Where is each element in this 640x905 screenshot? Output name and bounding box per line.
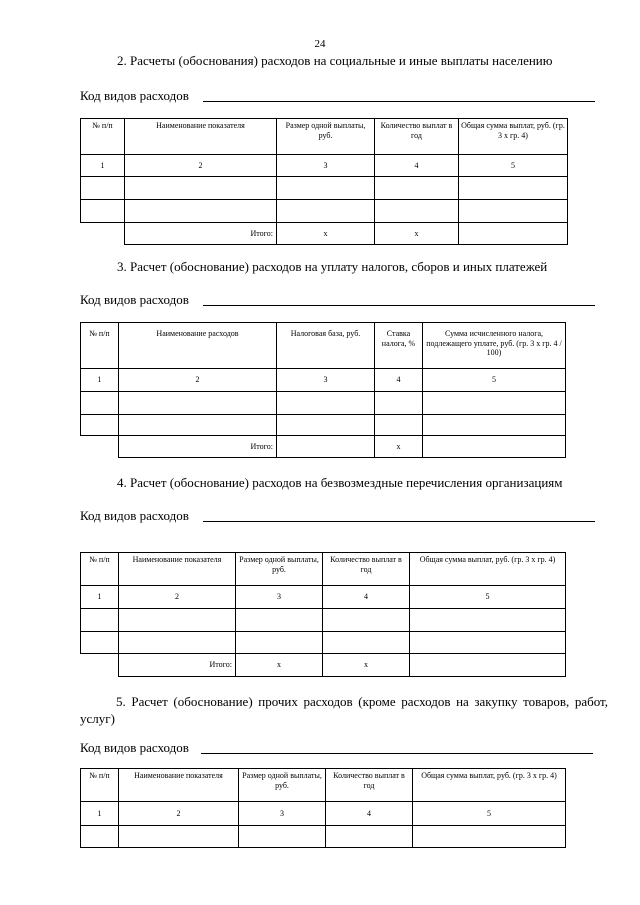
table-cell[interactable] (375, 200, 459, 223)
table-header-cell: Наименование показателя (119, 553, 236, 586)
section-5-code-input[interactable] (201, 753, 593, 754)
column-number-cell: 5 (459, 155, 568, 177)
page-number: 24 (314, 38, 326, 50)
table-cell[interactable] (375, 415, 423, 436)
table-header-cell: Наименование расходов (119, 323, 277, 369)
total-cell: x (277, 223, 375, 245)
column-number-cell: 3 (277, 369, 375, 392)
table-row (81, 632, 566, 654)
table-cell[interactable] (277, 392, 375, 415)
table-cell[interactable] (119, 632, 236, 654)
table-header-cell: Ставка налога, % (375, 323, 423, 369)
table-row (81, 826, 566, 848)
section-4-code-input[interactable] (203, 521, 595, 522)
column-number-cell: 4 (375, 369, 423, 392)
column-number-cell: 3 (239, 802, 326, 826)
table-cell[interactable] (81, 200, 125, 223)
table-header-cell: Количество выплат в год (375, 119, 459, 155)
column-number-cell: 1 (81, 155, 125, 177)
total-cell[interactable] (423, 436, 566, 458)
column-number-cell: 2 (119, 369, 277, 392)
table-cell[interactable] (375, 392, 423, 415)
table-cell[interactable] (277, 177, 375, 200)
table-row (81, 177, 568, 200)
total-row (81, 436, 566, 458)
table-cell[interactable] (81, 415, 119, 436)
total-cell[interactable] (277, 436, 375, 458)
table-cell[interactable] (323, 609, 410, 632)
column-number-cell: 5 (410, 586, 566, 609)
table-header-cell: Общая сумма выплат, руб. (гр. 3 x гр. 4) (410, 553, 566, 586)
table-cell (81, 223, 125, 245)
column-number-cell: 4 (323, 586, 410, 609)
table-header-cell: Количество выплат в год (323, 553, 410, 586)
section-3-code-label: Код видов расходов (80, 292, 189, 307)
total-label: Итого: (125, 223, 277, 245)
table-row (81, 609, 566, 632)
table-cell[interactable] (239, 826, 326, 848)
table-header-cell: Количество выплат в год (326, 769, 413, 802)
table-cell[interactable] (119, 415, 277, 436)
section-4-heading: 4. Расчет (обоснование) расходов на безвозмездные перечисления организациям (117, 475, 563, 490)
section-4-code-label: Код видов расходов (80, 508, 189, 523)
table-header-cell: Общая сумма выплат, руб. (гр. 3 x гр. 4) (413, 769, 566, 802)
column-number-cell: 4 (375, 155, 459, 177)
column-number-cell: 5 (423, 369, 566, 392)
table-cell[interactable] (81, 392, 119, 415)
table-cell (81, 654, 119, 677)
table-cell[interactable] (459, 177, 568, 200)
table-header-cell: № п/п (81, 323, 119, 369)
column-number-cell: 4 (326, 802, 413, 826)
total-cell: x (236, 654, 323, 677)
total-cell: x (323, 654, 410, 677)
table-header-cell: Размер одной выплаты, руб. (239, 769, 326, 802)
column-number-cell: 1 (81, 586, 119, 609)
total-label: Итого: (119, 654, 236, 677)
table-cell[interactable] (326, 826, 413, 848)
table-cell[interactable] (236, 632, 323, 654)
table-row (81, 392, 566, 415)
total-cell: x (375, 436, 423, 458)
table-row (81, 415, 566, 436)
table-cell[interactable] (125, 177, 277, 200)
table-cell[interactable] (236, 609, 323, 632)
table-header-cell: № п/п (81, 769, 119, 802)
table-cell (81, 436, 119, 458)
column-number-cell: 5 (413, 802, 566, 826)
table-header-cell: Налоговая база, руб. (277, 323, 375, 369)
table-cell[interactable] (423, 415, 566, 436)
table-header-cell: Наименование показателя (119, 769, 239, 802)
section-2-table (80, 118, 568, 245)
column-number-cell: 2 (125, 155, 277, 177)
column-number-cell: 3 (277, 155, 375, 177)
table-cell[interactable] (81, 632, 119, 654)
table-header-cell: Наименование показателя (125, 119, 277, 155)
section-4-table (80, 552, 566, 677)
column-number-cell: 1 (81, 802, 119, 826)
table-cell[interactable] (125, 200, 277, 223)
table-cell[interactable] (375, 177, 459, 200)
table-cell[interactable] (81, 826, 119, 848)
table-header-cell: № п/п (81, 119, 125, 155)
table-cell[interactable] (81, 609, 119, 632)
column-number-cell: 1 (81, 369, 119, 392)
section-5-code-label: Код видов расходов (80, 740, 189, 755)
table-header-cell: Общая сумма выплат, руб. (гр. 3 x гр. 4) (459, 119, 568, 155)
table-cell[interactable] (119, 826, 239, 848)
table-header-cell: Размер одной выплаты, руб. (236, 553, 323, 586)
table-header-cell: Размер одной выплаты, руб. (277, 119, 375, 155)
section-5-heading: 5. Расчет (обоснование) прочих расходов (кроме расходов на закупку товаров, работ, услуг) (80, 694, 608, 726)
column-number-cell: 2 (119, 586, 236, 609)
column-number-cell: 3 (236, 586, 323, 609)
section-5-table (80, 768, 566, 848)
section-2-code-label: Код видов расходов (80, 88, 189, 103)
table-cell[interactable] (277, 200, 375, 223)
table-cell[interactable] (410, 609, 566, 632)
column-number-cell: 2 (119, 802, 239, 826)
table-cell[interactable] (119, 392, 277, 415)
table-row (81, 200, 568, 223)
table-cell[interactable] (277, 415, 375, 436)
total-cell: x (375, 223, 459, 245)
table-header-cell: Сумма исчисленного налога, подлежащего уплате, руб. (гр. 3 x гр. 4 / 100) (423, 323, 566, 369)
table-cell[interactable] (81, 177, 125, 200)
section-3-code-input[interactable] (203, 305, 595, 306)
table-cell[interactable] (459, 200, 568, 223)
total-label: Итого: (119, 436, 277, 458)
table-cell[interactable] (413, 826, 566, 848)
section-2-heading: 2. Расчеты (обоснования) расходов на социальные и иные выплаты населению (117, 53, 553, 68)
table-cell[interactable] (323, 632, 410, 654)
total-cell[interactable] (410, 654, 566, 677)
total-cell[interactable] (459, 223, 568, 245)
section-3-table (80, 322, 566, 458)
total-row (81, 223, 568, 245)
section-2-code-input[interactable] (203, 101, 595, 102)
total-row (81, 654, 566, 677)
table-header-cell: № п/п (81, 553, 119, 586)
table-cell[interactable] (119, 609, 236, 632)
section-3-heading: 3. Расчет (обоснование) расходов на уплату налогов, сборов и иных платежей (117, 259, 548, 274)
table-cell[interactable] (410, 632, 566, 654)
table-cell[interactable] (423, 392, 566, 415)
